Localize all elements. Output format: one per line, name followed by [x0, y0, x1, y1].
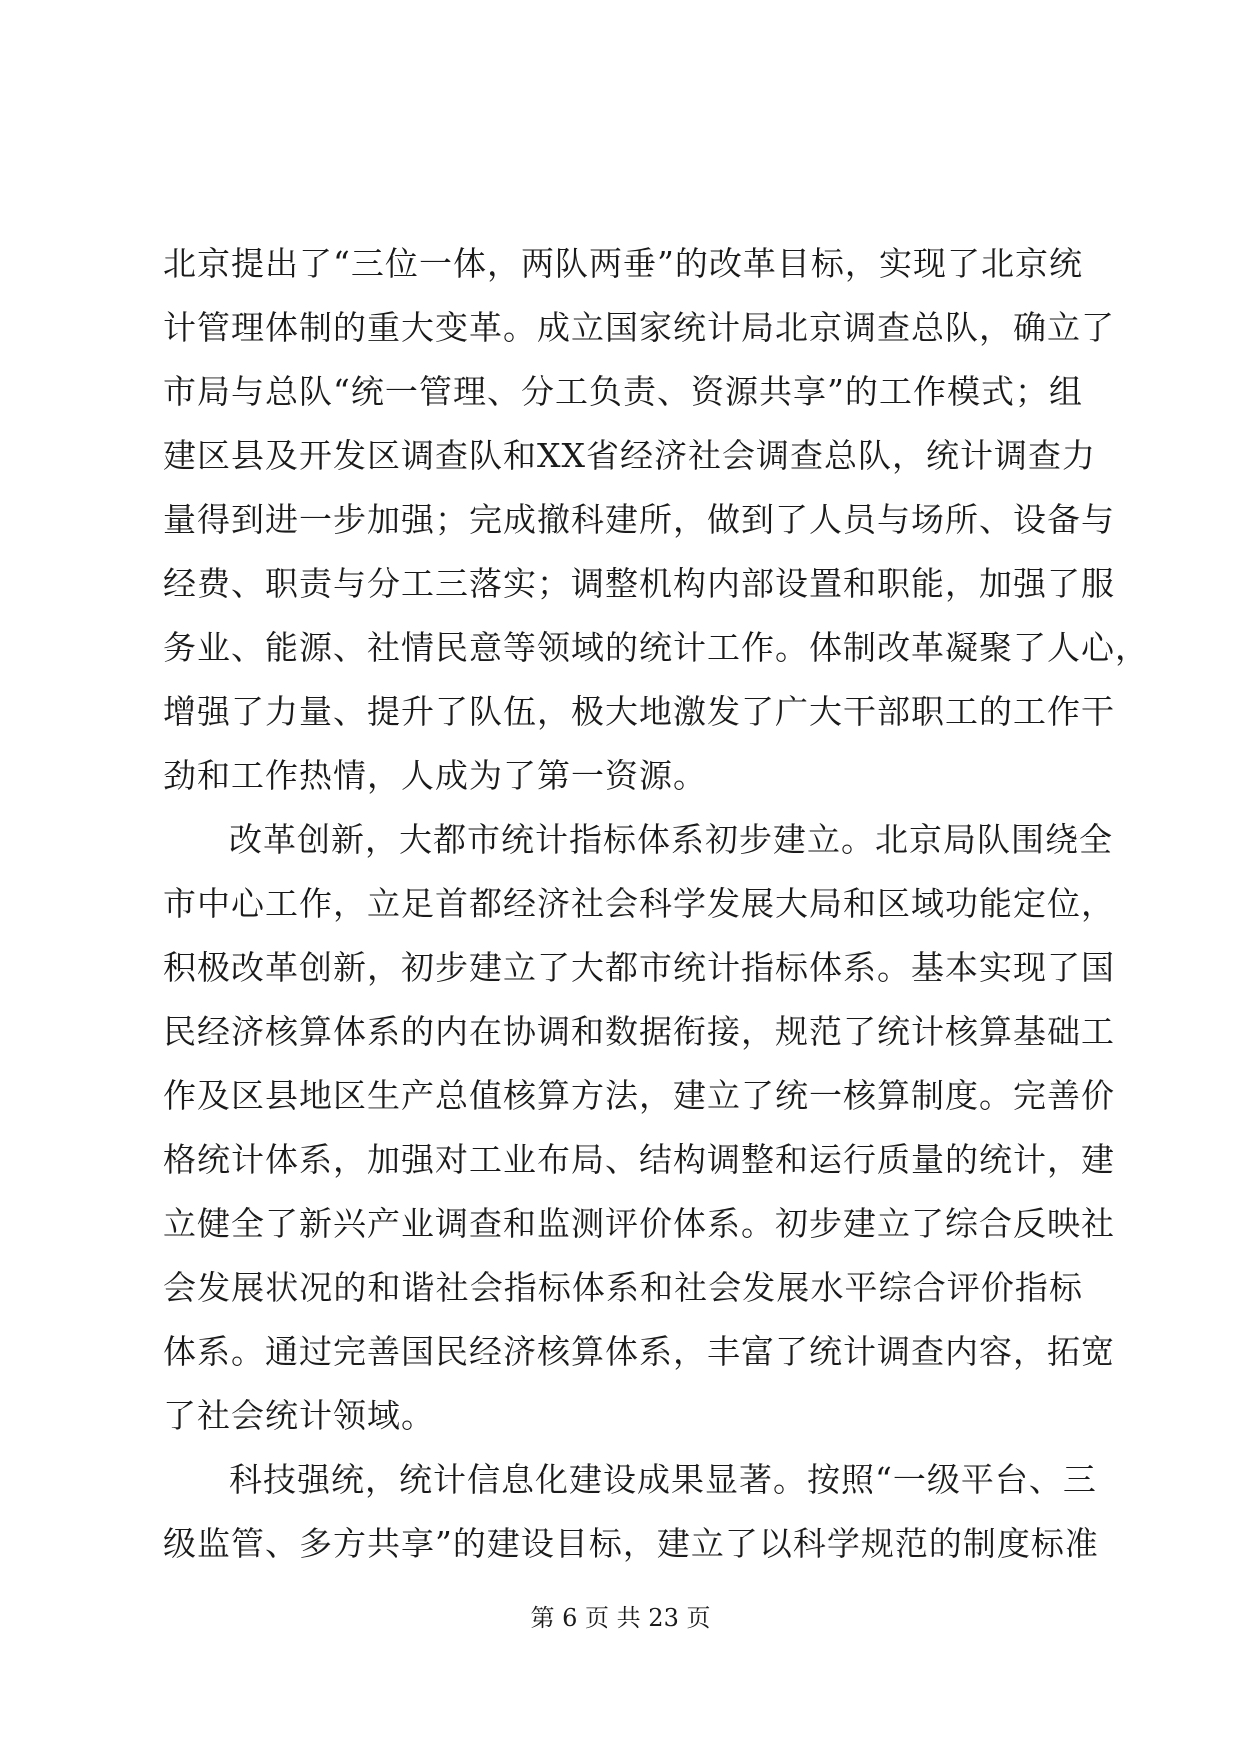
text-line: 体系。通过完善国民经济核算体系，丰富了统计调查内容，拓宽: [163, 1332, 1115, 1371]
text-line: 建区县及开发区调查队和XX省经济社会调查总队，统计调查力: [163, 436, 1096, 475]
paragraph-start-line: 改革创新，大都市统计指标体系初步建立。北京局队围绕全: [229, 820, 1113, 859]
text-line: 作及区县地区生产总值核算方法，建立了统一核算制度。完善价: [163, 1076, 1115, 1115]
text-line: 会发展状况的和谐社会指标体系和社会发展水平综合评价指标: [163, 1268, 1083, 1307]
text-line: 民经济核算体系的内在协调和数据衔接，规范了统计核算基础工: [163, 1012, 1115, 1051]
text-line: 级监管、多方共享”的建设目标，建立了以科学规范的制度标准: [163, 1524, 1099, 1563]
text-line: 格统计体系，加强对工业布局、结构调整和运行质量的统计，建: [163, 1140, 1115, 1179]
text-line: 立健全了新兴产业调查和监测评价体系。初步建立了综合反映社: [163, 1204, 1115, 1243]
text-line: 经费、职责与分工三落实；调整机构内部设置和职能，加强了服: [163, 564, 1115, 603]
text-line: 积极改革创新，初步建立了大都市统计指标体系。基本实现了国: [163, 948, 1115, 987]
paragraph-start-line: 科技强统，统计信息化建设成果显著。按照“一级平台、三: [229, 1460, 1097, 1499]
text-line: 市局与总队“统一管理、分工负责、资源共享”的工作模式；组: [163, 372, 1083, 411]
text-line: 务业、能源、社情民意等领域的统计工作。体制改革凝聚了人心，: [163, 628, 1149, 667]
body-text: [163, 232, 1149, 1576]
text-line: 计管理体制的重大变革。成立国家统计局北京调查总队，确立了: [163, 308, 1115, 347]
text-line: 北京提出了“三位一体，两队两垂”的改革目标，实现了北京统: [163, 244, 1083, 283]
text-line: 增强了力量、提升了队伍，极大地激发了广大干部职工的工作干: [163, 692, 1115, 731]
text-line: 劲和工作热情，人成为了第一资源。: [163, 756, 707, 795]
text-line: 量得到进一步加强；完成撤科建所，做到了人员与场所、设备与: [163, 500, 1115, 539]
text-line: 了社会统计领域。: [163, 1396, 435, 1435]
text-line: 市中心工作，立足首都经济社会科学发展大局和区域功能定位，: [163, 884, 1115, 923]
page-number-footer: 第 6 页 共 23 页: [530, 1604, 711, 1632]
